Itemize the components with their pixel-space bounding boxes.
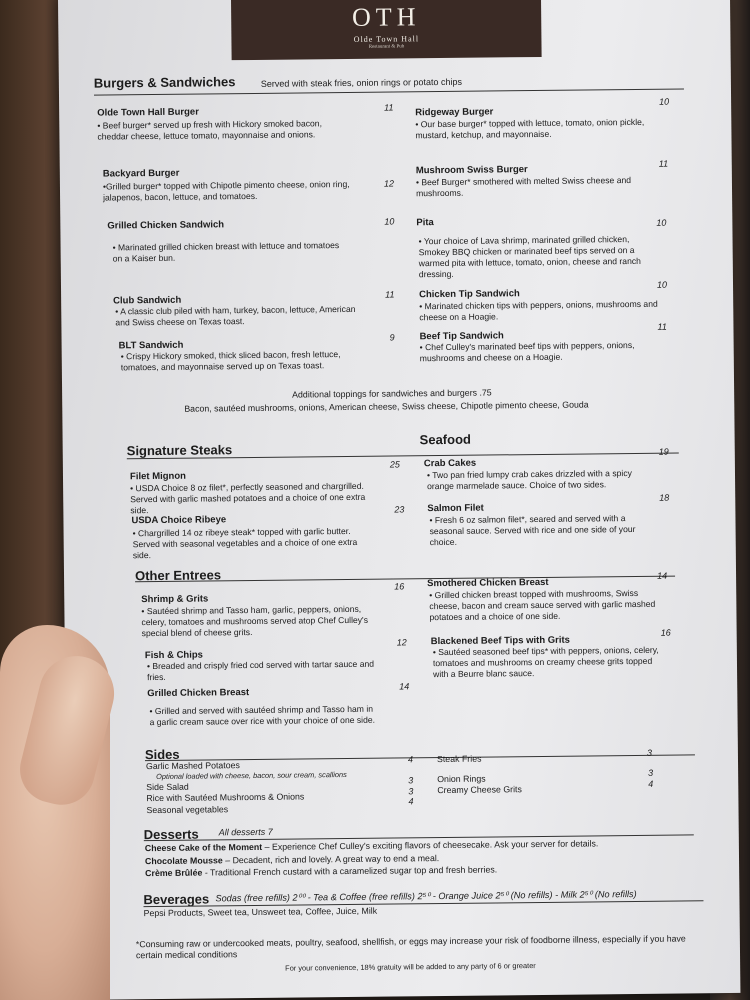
item-description: • Sautéed shrimp and Tasso ham, garlic, peppers, onions, celery, tomatoes and mushrooms served atop Chef Culley's special blend of cheese grits. xyxy=(141,603,369,639)
item-name: Fish & Chips xyxy=(144,649,203,662)
item-description: • USDA Choice 8 oz filet*, perfectly seasoned and chargrilled. Served with garlic mashed potatoes and a choice of one extra side. xyxy=(130,480,366,516)
dessert-description: – Experience Chef Culley's exciting flavors of cheesecake. Ask your server for details. xyxy=(262,838,599,852)
item-price: 16 xyxy=(394,581,405,592)
item-name: Ridgeway Burger xyxy=(415,106,494,119)
item-description: •Grilled burger* topped with Chipotle pimento cheese, onion ring, jalapenos, bacon, lettuce, and tomatoes. xyxy=(102,178,350,203)
logo-subtitle: Olde Town Hall xyxy=(353,34,420,44)
foodborne-warning: *Consuming raw or undercooked meats, poultry, seafood, shellfish, or eggs may increase your risk of foodborne illness, especially if you have certain medical conditions xyxy=(135,933,686,961)
item-name: Olde Town Hall Burger xyxy=(97,106,199,119)
item-price: 19 xyxy=(658,446,669,457)
logo-title: OTH xyxy=(351,2,421,32)
logo-banner xyxy=(231,0,542,60)
dessert-name: Chocolate Mousse xyxy=(144,855,223,867)
side-price: 3 xyxy=(408,775,414,786)
side-note: Optional loaded with cheese, bacon, sour cream, scallions xyxy=(156,770,347,782)
dessert-name: Crème Brûlée xyxy=(145,867,203,879)
item-description: • Grilled and served with sautéed shrimp and Tasso ham in a garlic cream sauce over rice with your choice of one side. xyxy=(149,703,376,728)
item-description: • Grilled chicken breast topped with mushrooms, Swiss cheese, bacon and cream sauce served with garlic mashed potatoes and a choice of one side. xyxy=(429,587,656,623)
gratuity-note: For your convenience, 18% gratuity will be added to any party of 6 or greater xyxy=(285,961,536,973)
item-price: 14 xyxy=(399,681,410,692)
item-name: Shrimp & Grits xyxy=(141,593,209,606)
item-price: 18 xyxy=(659,492,670,503)
item-description: • Sautéed seasoned beef tips* with peppers, onions, celery, tomatoes and mushrooms on creamy cheese grits topped with a Beurre blanc sauce. xyxy=(432,644,659,680)
item-price: 12 xyxy=(396,637,407,648)
item-name: Beef Tip Sandwich xyxy=(419,330,504,343)
seafood-heading: Seafood xyxy=(419,431,471,448)
side-name: Side Salad xyxy=(146,781,189,793)
side-price: 4 xyxy=(407,754,414,765)
item-description: • Marinated grilled chicken breast with lettuce and tomatoes on a Kaiser bun. xyxy=(112,240,340,264)
item-description: • Fresh 6 oz salmon filet*, seared and served with a seasonal sauce. Served with rice and one side of your choice. xyxy=(429,513,636,548)
item-name: Filet Mignon xyxy=(129,470,186,483)
item-price: 11 xyxy=(658,158,669,169)
item-price: 10 xyxy=(656,217,667,228)
item-description: • Beef burger* served up fresh with Hickory smoked bacon, cheddar cheese, lettuce tomato, mayonnaise and onions. xyxy=(97,118,323,142)
side-price: 3 xyxy=(408,786,414,797)
side-price: 3 xyxy=(646,747,652,758)
item-price: 10 xyxy=(659,96,670,107)
item-description: • Two pan fried lumpy crab cakes drizzled with a spicy orange marmelade sauce. Choice of two sides. xyxy=(426,468,632,492)
item-name: Backyard Burger xyxy=(102,167,180,180)
item-price: 12 xyxy=(383,178,395,189)
menu-sheet xyxy=(58,0,740,1000)
item-name: Crab Cakes xyxy=(423,457,477,470)
toppings-heading: Additional toppings for sandwiches and burgers .75 xyxy=(292,387,492,400)
beverages-prices: Sodas (free refills) 2⁰⁰ - Tea & Coffee (free refills) 2⁵⁰ - Orange Juice 2⁵⁰ (No refills) - Milk 2⁵⁰ (No refills) xyxy=(215,888,637,904)
item-name: Salmon Filet xyxy=(427,502,484,515)
desserts-note: All desserts 7 xyxy=(218,826,273,838)
item-name: Blackened Beef Tips with Grits xyxy=(430,634,570,648)
side-name: Rice with Sautéed Mushrooms & Onions xyxy=(146,791,305,804)
logo-tagline: Restaurant & Pub xyxy=(368,44,405,50)
item-name: Grilled Chicken Breast xyxy=(147,687,250,700)
item-description: • Breaded and crisply fried cod served with tartar sauce and fries. xyxy=(146,658,375,683)
burgers-note: Served with steak fries, onion rings or potato chips xyxy=(260,76,463,89)
item-name: Club Sandwich xyxy=(113,294,182,307)
item-description: • Marinated chicken tips with peppers, onions, mushrooms and cheese on a Hoagie. xyxy=(419,298,658,323)
sides-heading: Sides xyxy=(144,746,180,763)
item-description: • Your choice of Lava shrimp, marinated grilled chicken, Smokey BBQ chicken or marinated beef tips served on a warmed pita with lettuce, tomato, onion, cheese and ranch dressing. xyxy=(418,234,641,280)
side-name: Garlic Mashed Potatoes xyxy=(145,760,240,772)
side-price: 4 xyxy=(408,796,414,807)
item-description: • A classic club piled with ham, turkey, bacon, lettuce, American and Swiss cheese on Texas toast. xyxy=(115,303,356,328)
item-price: 11 xyxy=(384,102,394,113)
item-description: • Our base burger* topped with lettuce, tomato, onion pickle, mustard, ketchup, and mayonnaise. xyxy=(415,116,645,141)
item-price: 10 xyxy=(384,216,395,227)
item-name: Chicken Tip Sandwich xyxy=(419,288,520,301)
item-name: BLT Sandwich xyxy=(118,339,184,352)
item-description: • Chargrilled 14 oz ribeye steak* topped with garlic butter. Served with seasonal vegetables and a choice of one extra side. xyxy=(132,525,358,561)
burgers-heading: Burgers & Sandwiches xyxy=(93,74,236,91)
item-price: 14 xyxy=(657,570,668,581)
item-price: 11 xyxy=(385,289,395,300)
item-description: • Crispy Hickory smoked, thick sliced bacon, fresh lettuce, tomatoes, and mayonnaise served up on Texas toast. xyxy=(120,349,341,373)
item-description: • Beef Burger* smothered with melted Swiss cheese and mushrooms. xyxy=(415,175,632,199)
side-name: Onion Rings xyxy=(437,773,486,785)
beverages-list: Pepsi Products, Sweet tea, Unsweet tea, Coffee, Juice, Milk xyxy=(143,905,378,919)
item-name: USDA Choice Ribeye xyxy=(131,514,227,527)
beverages-heading: Beverages xyxy=(143,891,210,908)
item-description: • Chef Culley's marinated beef tips with peppers, onions, mushrooms and cheese on a Hoagie. xyxy=(419,339,635,364)
dessert-description: - Traditional French custard with a caramelized sugar top and fresh berries. xyxy=(202,864,498,878)
item-price: 16 xyxy=(660,627,671,638)
entrees-heading: Other Entrees xyxy=(134,567,222,584)
item-price: 9 xyxy=(389,332,395,343)
item-name: Grilled Chicken Sandwich xyxy=(107,219,225,232)
item-name: Pita xyxy=(416,217,434,229)
side-name: Creamy Cheese Grits xyxy=(437,784,522,796)
item-name: Smothered Chicken Breast xyxy=(427,576,549,590)
dessert-description: – Decadent, rich and lovely. A great way to end a meal. xyxy=(222,853,440,866)
side-price: 4 xyxy=(648,778,654,789)
item-price: 25 xyxy=(389,459,400,470)
item-price: 23 xyxy=(394,504,405,515)
item-name: Mushroom Swiss Burger xyxy=(415,164,528,177)
dessert-name: Cheese Cake of the Moment xyxy=(144,841,263,854)
item-price: 10 xyxy=(656,279,668,290)
steaks-heading: Signature Steaks xyxy=(126,442,233,459)
toppings-list: Bacon, sautéed mushrooms, onions, American cheese, Swiss cheese, Chipotle pimento cheese, Gouda xyxy=(184,399,589,414)
desserts-heading: Desserts xyxy=(143,826,199,843)
item-price: 11 xyxy=(657,321,667,332)
side-name: Steak Fries xyxy=(436,753,482,765)
side-name: Seasonal vegetables xyxy=(146,804,229,816)
side-price: 3 xyxy=(648,767,654,778)
